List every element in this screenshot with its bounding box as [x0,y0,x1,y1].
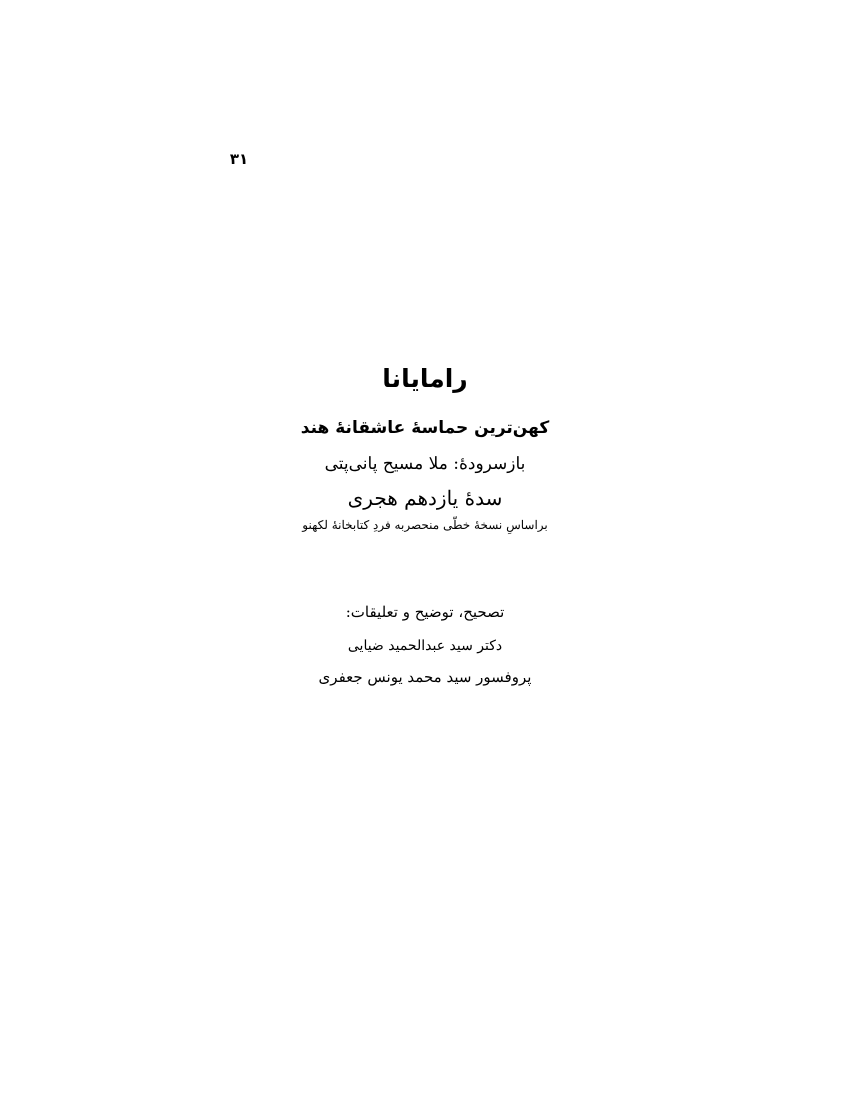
manuscript-source: براساسِ نسخهٔ خطّی منحصربه فردِ کتابخانهٔ لکهنو [302,518,548,532]
century-line: سدهٔ یازدهم هجری [347,486,503,510]
book-subtitle: کهن‌ترین حماسهٔ عاشقانهٔ هند [300,418,550,438]
editor-name-1: دکتر سید عبدالحمید ضیایی [347,638,503,654]
editors-heading: تصحیح، توضیح و تعلیقات: [345,603,505,621]
book-title: رامایانا [382,364,468,393]
page-number: ۳۱ [229,150,249,168]
editor-name-2: پروفسور سید محمد یونس جعفری [318,668,532,686]
poet-credit: بازسرودهٔ: ملا مسیح پانی‌پتی [324,454,526,474]
